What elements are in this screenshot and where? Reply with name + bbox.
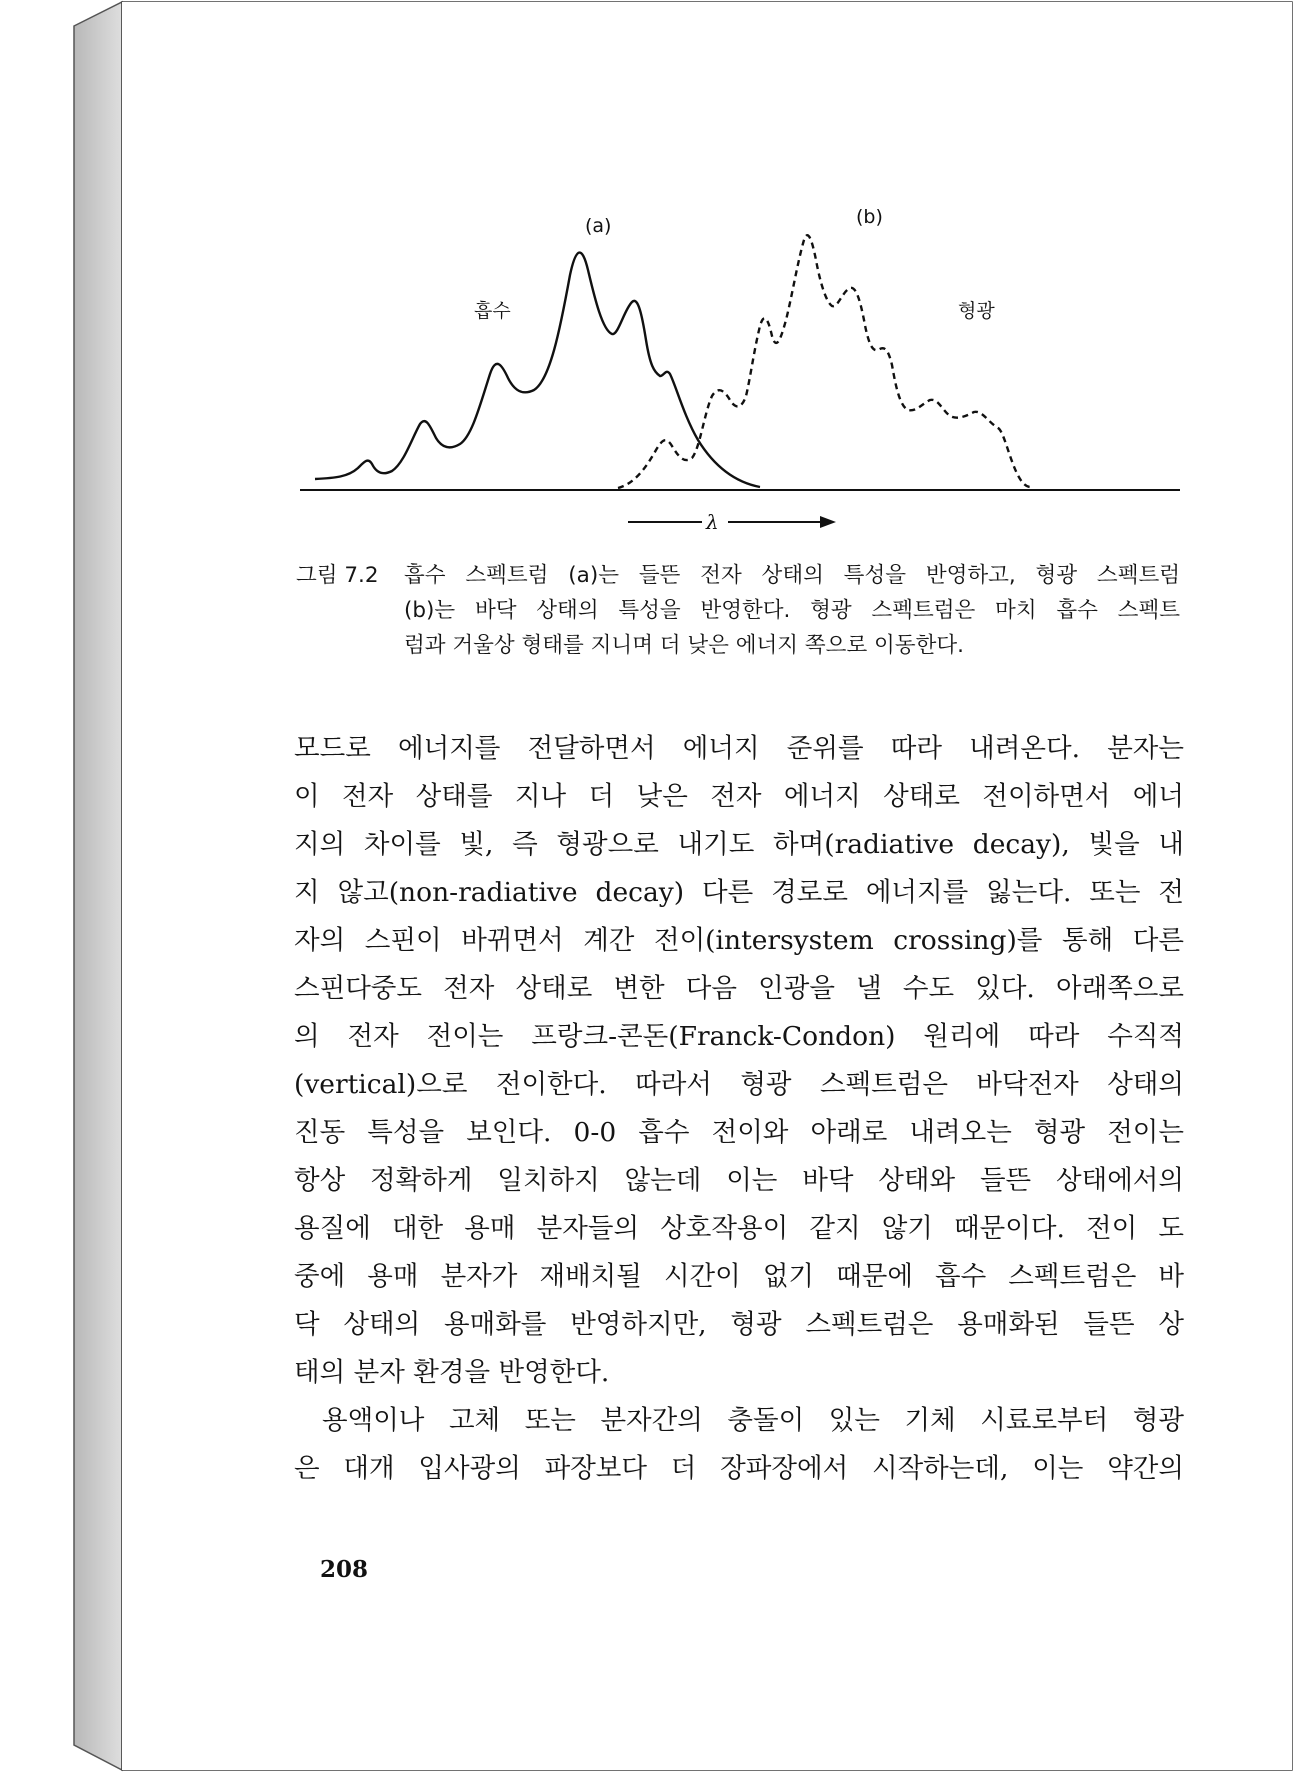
- body-line: 태의 분자 환경을 반영한다.: [294, 1357, 610, 1388]
- absorption-label: 흡수: [474, 300, 511, 322]
- absorption-curve: [315, 253, 760, 487]
- caption-number: 그림 7.2: [296, 563, 379, 588]
- label-b: (b): [856, 206, 883, 228]
- wavelength-symbol: λ: [706, 510, 719, 534]
- caption-line: 럼과 거울상 형태를 지니며 더 낮은 에너지 쪽으로 이동한다.: [404, 633, 964, 658]
- body-line: 용액이나 고체 또는 분자간의 충돌이 있는 기체 시료로부터 형광: [322, 1405, 1184, 1436]
- body-line: 진동 특성을 보인다. 0-0 흡수 전이와 아래로 내려오는 형광 전이는: [294, 1117, 1184, 1148]
- body-line: 용질에 대한 용매 분자들의 상호작용이 같지 않기 때문이다. 전이 도: [294, 1213, 1184, 1244]
- body-line: 이 전자 상태를 지나 더 낮은 전자 에너지 상태로 전이하면서 에너: [294, 781, 1184, 812]
- body-line: 닥 상태의 용매화를 반영하지만, 형광 스펙트럼은 용매화된 들뜬 상: [294, 1309, 1184, 1340]
- fluorescence-curve: [618, 235, 1030, 488]
- body-line: 스핀다중도 전자 상태로 변한 다음 인광을 낼 수도 있다. 아래쪽으로: [294, 973, 1184, 1004]
- body-line: 자의 스핀이 바뀌면서 계간 전이(intersystem crossing)를 통해 다른: [294, 925, 1184, 956]
- body-line: 의 전자 전이는 프랑크-콘돈(Franck-Condon) 원리에 따라 수직적: [294, 1021, 1184, 1052]
- wavelength-arrow-head: [820, 516, 836, 528]
- body-line: 중에 용매 분자가 재배치될 시간이 없기 때문에 흡수 스펙트럼은 바: [294, 1261, 1184, 1292]
- fluorescence-label: 형광: [958, 300, 995, 322]
- body-line: 지 않고(non-radiative decay) 다른 경로로 에너지를 잃는다. 또는 전: [294, 877, 1184, 908]
- body-line: 은 대개 입사광의 파장보다 더 장파장에서 시작하는데, 이는 약간의: [294, 1453, 1184, 1484]
- spectrum-figure: [290, 200, 1190, 540]
- label-a: (a): [585, 215, 612, 237]
- page-number: 208: [320, 1556, 369, 1583]
- body-line: 모드로 에너지를 전달하면서 에너지 준위를 따라 내려온다. 분자는: [294, 733, 1184, 764]
- caption-line: 흡수 스펙트럼 (a)는 들뜬 전자 상태의 특성을 반영하고, 형광 스펙트럼: [404, 563, 1180, 588]
- body-line: 지의 차이를 빛, 즉 형광으로 내기도 하며(radiative decay), 빛을 내: [294, 829, 1184, 860]
- body-line: 항상 정확하게 일치하지 않는데 이는 바닥 상태와 들뜬 상태에서의: [294, 1165, 1184, 1196]
- caption-line: (b)는 바닥 상태의 특성을 반영한다. 형광 스펙트럼은 마치 흡수 스펙트: [404, 598, 1180, 623]
- body-line: (vertical)으로 전이한다. 따라서 형광 스펙트럼은 바닥전자 상태의: [294, 1069, 1184, 1100]
- spectrum-plot: [290, 200, 1190, 540]
